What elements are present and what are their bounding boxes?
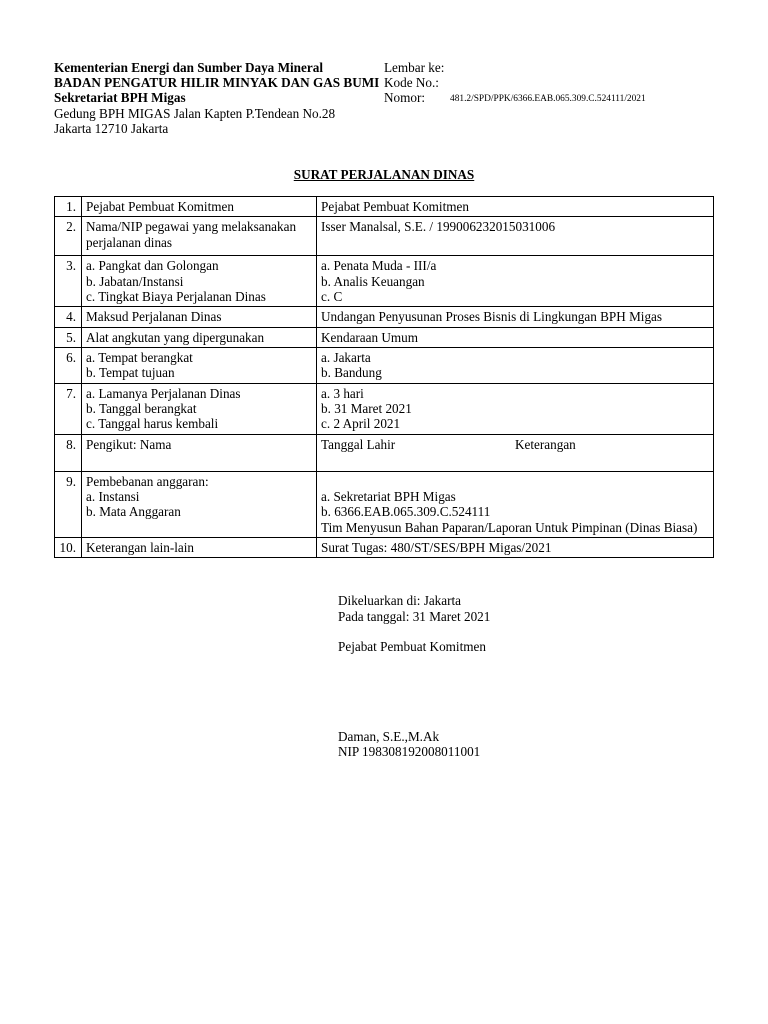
value-line: b. 31 Maret 2021 — [321, 401, 412, 417]
row-value — [317, 347, 714, 383]
table-row — [55, 327, 714, 347]
label-line: b. Jabatan/Instansi — [86, 273, 184, 289]
table-row — [55, 256, 714, 307]
row-value — [317, 434, 714, 471]
table-row — [55, 471, 714, 537]
row-label — [82, 383, 317, 434]
label-line: a. Pangkat dan Golongan — [86, 258, 219, 274]
row-label: Alat angkutan yang dipergunakan — [82, 327, 317, 347]
label-line: b. Tempat tujuan — [86, 365, 175, 381]
label-line: b. Tanggal berangkat — [86, 401, 197, 417]
row-label: Maksud Perjalanan Dinas — [82, 307, 317, 327]
label-line: a. Instansi — [86, 489, 140, 505]
value-line: b. Bandung — [321, 365, 382, 381]
table-row — [55, 347, 714, 383]
table-row — [55, 434, 714, 471]
row-number: 7. — [55, 383, 82, 434]
row-value — [317, 383, 714, 434]
row-label — [82, 256, 317, 307]
value-line: Tim Menyusun Bahan Paparan/Laporan Untuk Pimpinan (Dinas Biasa) — [321, 519, 698, 535]
signer-name: Daman, S.E.,M.Ak — [338, 728, 440, 744]
official-title: Pejabat Pembuat Komitmen — [338, 639, 486, 654]
value-line: b. 6366.EAB.065.309.C.524111 — [321, 504, 491, 520]
issued-date: Pada tanggal: 31 Maret 2021 — [338, 608, 491, 624]
row-label: Keterangan lain-lain — [82, 538, 317, 558]
row-number: 10. — [55, 538, 82, 558]
address-line-1: Gedung BPH MIGAS Jalan Kapten P.Tendean No.28 — [54, 105, 336, 121]
signer-nip: NIP 198308192008011001 — [338, 744, 481, 759]
row-label: Nama/NIP pegawai yang melaksanakan perjalanan dinas — [82, 217, 317, 256]
value-line: a. Sekretariat BPH Migas — [321, 489, 456, 505]
sheet-label: Lembar ke: — [384, 60, 445, 75]
row-number: 5. — [55, 327, 82, 347]
label-line: a. Tempat berangkat — [86, 349, 193, 365]
value-line: a. Penata Muda - III/a — [321, 258, 437, 274]
value-line: a. Jakarta — [321, 349, 371, 365]
row-label: Pejabat Pembuat Komitmen — [82, 197, 317, 217]
ministry-name: Kementerian Energi dan Sumber Daya Mineral — [54, 60, 323, 75]
issued-at: Dikeluarkan di: Jakarta — [338, 593, 462, 608]
number-value: 481.2/SPD/PPK/6366.EAB.065.309.C.524111/2021 — [450, 94, 646, 105]
value-columns — [321, 437, 709, 452]
row-label: Pengikut: Nama — [82, 434, 317, 471]
label-line: c. Tingkat Biaya Perjalanan Dinas — [86, 288, 266, 304]
travel-details-table — [54, 196, 714, 558]
row-value: Surat Tugas: 480/ST/SES/BPH Migas/2021 — [317, 538, 714, 558]
row-value — [317, 256, 714, 307]
row-value: Pejabat Pembuat Komitmen — [317, 197, 714, 217]
row-value: Kendaraan Umum — [317, 327, 714, 347]
row-number: 9. — [55, 471, 82, 537]
row-number: 3. — [55, 256, 82, 307]
document-reference — [384, 60, 724, 106]
label-line: b. Mata Anggaran — [86, 504, 181, 520]
value-line: c. C — [321, 288, 343, 304]
agency-name: BADAN PENGATUR HILIR MINYAK DAN GAS BUMI — [54, 75, 380, 91]
table-row — [55, 307, 714, 327]
code-label: Kode No.: — [384, 75, 439, 91]
label-line: Pembebanan anggaran: — [86, 473, 209, 489]
row-value: Undangan Penyusunan Proses Bisnis di Lingkungan BPH Migas — [317, 307, 714, 327]
value-line — [321, 474, 709, 489]
row-label — [82, 347, 317, 383]
remarks-header: Keterangan — [515, 436, 576, 452]
label-line: a. Lamanya Perjalanan Dinas — [86, 385, 241, 401]
value-line: c. 2 April 2021 — [321, 416, 401, 432]
signature-block — [338, 593, 490, 760]
table-row — [55, 217, 714, 256]
row-label — [82, 471, 317, 537]
row-value: Isser Manalsal, S.E. / 199006232015031006 — [317, 217, 714, 256]
table-row — [55, 197, 714, 217]
row-number: 1. — [55, 197, 82, 217]
row-number: 8. — [55, 434, 82, 471]
value-line: b. Analis Keuangan — [321, 273, 425, 289]
row-number: 6. — [55, 347, 82, 383]
value-line: a. 3 hari — [321, 385, 364, 401]
row-value — [317, 471, 714, 537]
number-label: Nomor: — [384, 90, 426, 106]
table-row — [55, 383, 714, 434]
address-line-2: Jakarta 12710 Jakarta — [54, 120, 169, 136]
birth-date-header: Tanggal Lahir — [321, 436, 396, 452]
row-number: 4. — [55, 307, 82, 327]
table-row — [55, 538, 714, 558]
label-line: c. Tanggal harus kembali — [86, 416, 219, 432]
row-number: 2. — [55, 217, 82, 256]
secretariat-name: Sekretariat BPH Migas — [54, 90, 186, 106]
document-title: SURAT PERJALANAN DINAS — [293, 167, 475, 182]
letterhead — [54, 60, 384, 136]
